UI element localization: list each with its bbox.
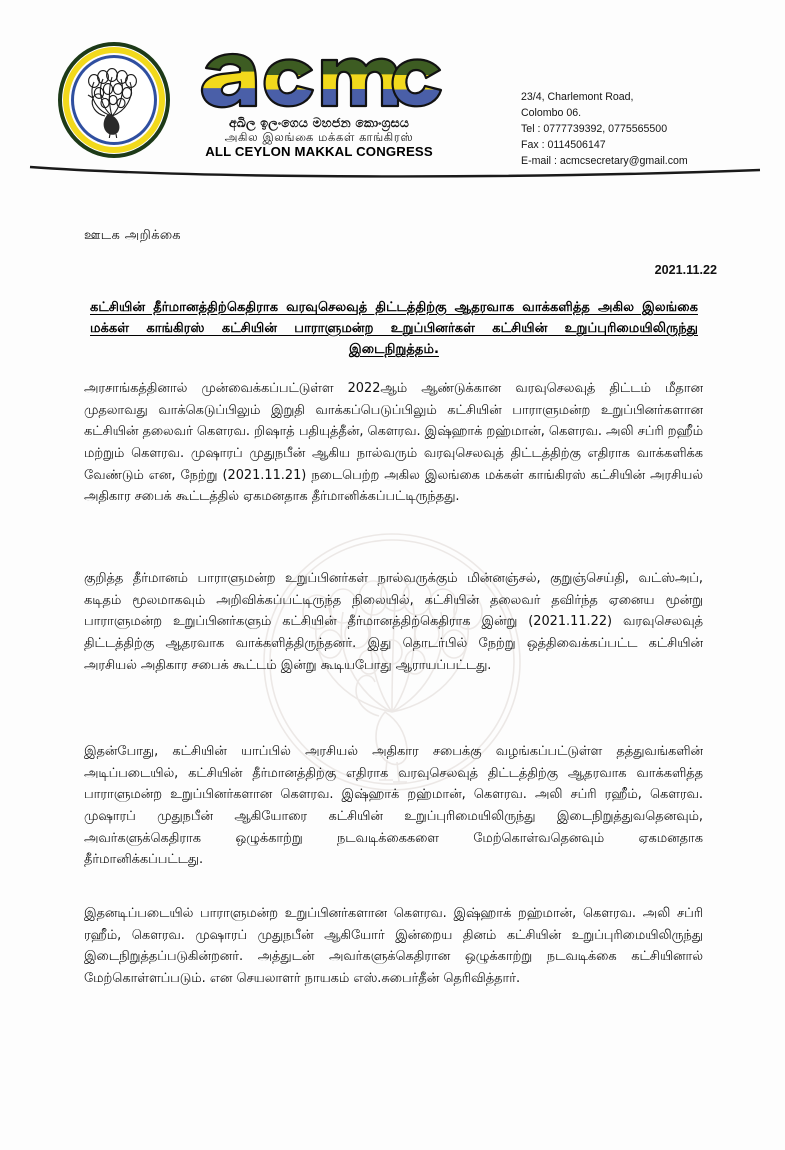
contact-telephone: Tel : 0777739392, 0775565500 xyxy=(521,123,668,136)
brand-name-tamil: அகில இலங்கை மக்கள் காங்கிரஸ் xyxy=(224,130,414,144)
body-paragraph-4: இதனடிப்படையில் பாராளுமன்ற உறுப்பினர்களான கௌரவ. இஷ்ஹாக் றஹ்மான், கௌரவ. அலி சப்ரி ரஹீம், கௌரவ. முஷாரப் முதுநபீன் ஆகியோர் இன்றைய தினம் கட்சியின் உறுப்புரிமையிலிருந்து இடைநிறுத்தப்படுகின்றனர். அத்துடன் அவர்களுக்கெதிரான ஒழுக்காற்று நடவடிக்கை கட்சியினால் மேற்கொள்ளப்படும். என செயலாளர் நாயகம் எஸ்.சுபைர்தீன் தெரிவித்தார். xyxy=(84,906,703,987)
body-paragraph-3: இதன்போது, கட்சியின் யாப்பில் அரசியல் அதிகார சபைக்கு வழங்கப்பட்டுள்ள தத்துவங்களின் அடிப்படையில், கட்சியின் தீர்மானத்திற்கு எதிராக வரவுசெலவுத் திட்டத்திற்கு ஆதரவாக வாக்களித்த பாராளுமன்ற உறுப்பினர்களான கௌரவ. இஷ்ஹாக் றஹ்மான், கௌரவ. அலி சப்ரி ரஹீம், கௌரவ. முஷாரப் முதுநபீன் ஆகியோரை கட்சியின் உறுப்புரிமையிலிருந்து இடைநிறுத்துவதெனவும், அவர்களுக்கெதிராக ஒழுக்காற்று நடவடிக்கைகளை மேற்கொள்வதெனவும் ஏகமனதாக தீர்மானிக்கப்பட்டது. xyxy=(84,744,703,868)
media-release-label: ஊடக அறிக்கை xyxy=(84,228,181,243)
contact-address-line1: 23/4, Charlemont Road, xyxy=(521,91,634,103)
body-paragraph-2: குறித்த தீர்மானம் பாராளுமன்ற உறுப்பினர்கள் நால்வருக்கும் மின்னஞ்சல், குறுஞ்செய்தி, வட்ஸ்அப், கடிதம் மூலமாகவும் அறிவிக்கப்பட்டிருந்த நிலையில், கட்சியின் தலைவர் தவிர்ந்த ஏனைய மூன்று பாராளுமன்ற உறுப்பினர்களும் கட்சியின் தீர்மானத்திற்கெதிராக இன்று (2021.11.22) வரவுசெலவுத் திட்டத்திற்கு ஆதரவாக வாக்களித்திருந்தனர். இது தொடர்பில் நேற்று ஒத்திவைக்கப்பட்ட கட்சியின் அரசியல் அதிகார சபைக் கூட்டம் இன்று கூடியபோது ஆராயப்பட்டது. xyxy=(84,571,703,673)
contact-fax: Fax : 0114506147 xyxy=(521,139,606,152)
document-date: 2021.11.22 xyxy=(654,263,717,277)
contact-email: E-mail : acmcsecretary@gmail.com xyxy=(521,155,688,168)
brand-name-sinhala: අඛිල ඉලංගෙය මහජන කොංග්‍රසය xyxy=(228,115,410,130)
body-paragraph-1: அரசாங்கத்தினால் முன்வைக்கப்பட்டுள்ள 2022ஆம் ஆண்டுக்கான வரவுசெலவுத் திட்டம் மீதான முதலாவது வாக்கெடுப்பிலும் இறுதி வாக்கப்பெடுப்பிலும் கட்சியின் பாராளுமன்ற உறுப்பினர்களான கட்சியின் தலைவர் கௌரவ. றிஷாத் பதியுத்தீன், கௌரவ. இஷ்ஹாக் றஹ்மான், கௌரவ. அலி சப்ரி றஹீம் மற்றும் கௌரவ. முஷாரப் முதுநபீன் ஆகிய நால்வரும் வரவுசெலவுத் திட்டத்திற்கு எதிராக வாக்களிக்க வேண்டும் என, நேற்று (2021.11.21) நடைபெற்ற அகில இலங்கை மக்கள் காங்கிரஸ் கட்சியின் அரசியல் அதிகார சபைக் கூட்டத்தில் ஏகமனதாக தீர்மானிக்கப்பட்டிருந்தது. xyxy=(84,381,703,505)
page-title: கட்சியின் தீர்மானத்திற்கெதிராக வரவுசெலவுத் திட்டத்திற்கு ஆதரவாக வாக்களித்த அகில இலங்கை மக்கள் காங்கிரஸ் கட்சியின் பாராளுமன்ற உறுப்பினர்கள் கட்சியின் உறுப்புரிமையிலிருந்து இடைநிறுத்தம். xyxy=(90,300,698,358)
contact-address-line2: Colombo 06. xyxy=(521,107,582,120)
brand-name-english: ALL CEYLON MAKKAL CONGRESS xyxy=(205,143,433,159)
